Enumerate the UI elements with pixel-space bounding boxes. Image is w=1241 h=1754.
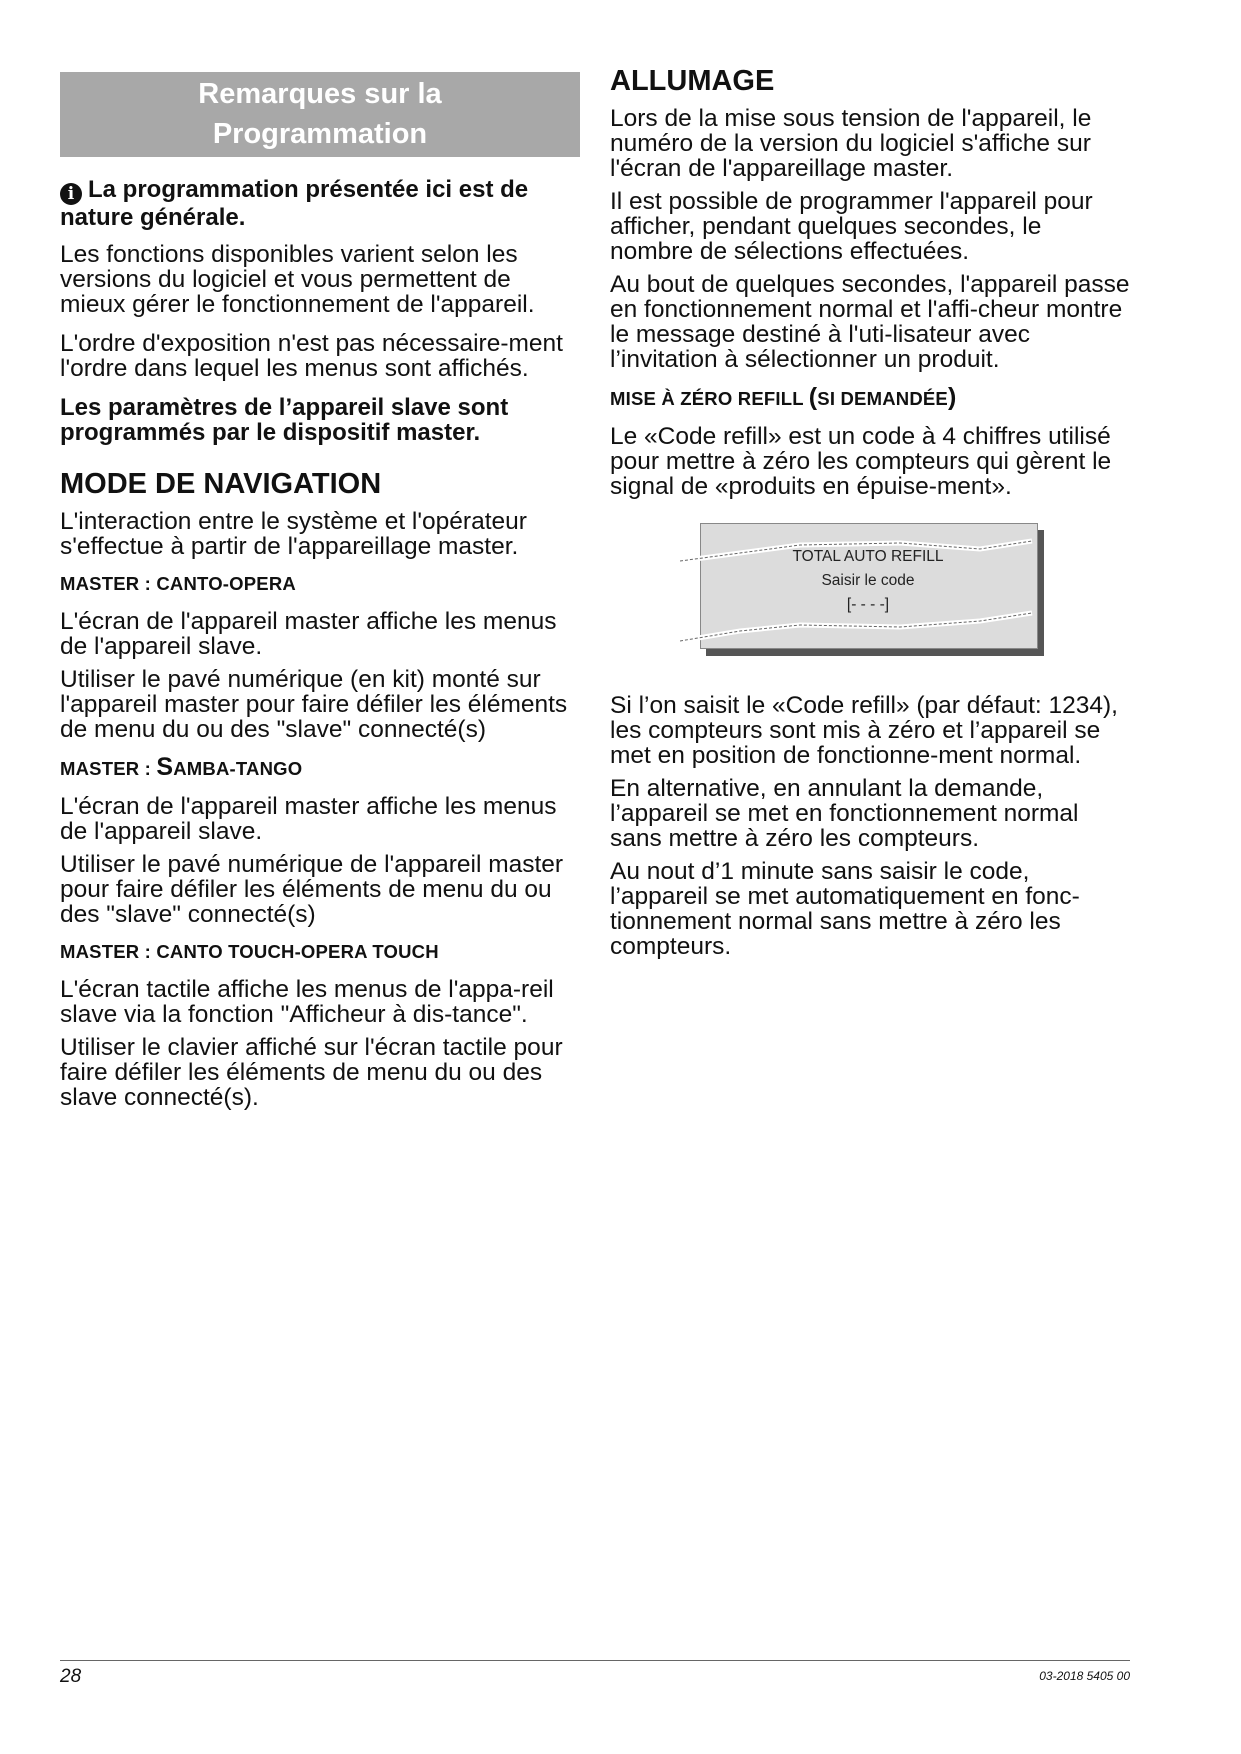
banner-line-1: Remarques sur la	[198, 78, 442, 110]
paragraph: Utiliser le pavé numérique de l'appareil master pour faire défiler les éléments de menu du ou des "slave" connecté(s)	[60, 851, 564, 928]
display-illustration	[680, 523, 1060, 653]
subheading-part: MISE À ZÉRO REFILL	[610, 388, 809, 409]
display-line-1: TOTAL AUTO REFILL	[792, 548, 944, 565]
info-note-text: La programmation présentée ici est de nature générale.	[60, 176, 529, 231]
paragraph: Utiliser le clavier affiché sur l'écran tactile pour faire défiler les éléments de menu du ou des slave connecté(s).	[60, 1034, 563, 1111]
right-column	[610, 64, 1130, 967]
display-line-2: Saisir le code	[821, 572, 915, 589]
subheading-canto-opera: MASTER : CANTO-OPERA	[60, 573, 296, 594]
paragraph: L'écran de l'appareil master affiche les menus de l'appareil slave.	[60, 793, 557, 845]
paragraph: L'écran tactile affiche les menus de l'appa-reil slave via la fonction "Afficheur à dis-tance".	[60, 976, 554, 1028]
paragraph: Si l’on saisit le «Code refill» (par défaut: 1234), les compteurs sont mis à zéro et l’appareil se met en position de fonctionne-ment normal.	[610, 692, 1118, 769]
info-note	[60, 177, 580, 230]
subheading-samba-tango	[60, 753, 580, 781]
subheading-part: S	[156, 753, 174, 781]
paragraph: L'ordre d'exposition n'est pas nécessaire-ment l'ordre dans lequel les menus sont affichés.	[60, 330, 563, 382]
subheading-part: )	[947, 383, 957, 411]
page-number: 28	[60, 1666, 82, 1687]
paragraph: Le «Code refill» est un code à 4 chiffres utilisé pour mettre à zéro les compteurs qui gèrent le signal de «produits en épuise-ment».	[610, 423, 1112, 500]
section-banner	[60, 72, 580, 157]
paragraph: Les fonctions disponibles varient selon les versions du logiciel et vous permettent de mieux gérer le fonctionnement de l'appareil.	[60, 241, 535, 318]
subheading-part: MASTER :	[60, 758, 157, 779]
display-line-3: [- - - -]	[846, 596, 890, 613]
paragraph: Utiliser le pavé numérique (en kit) monté sur l'appareil master pour faire défiler les éléments de menu du ou des "slave" connecté(s)	[60, 666, 568, 743]
left-column	[60, 72, 580, 1118]
banner-line-2: Programmation	[212, 118, 428, 150]
document-code: 03-2018 5405 00	[1039, 1669, 1130, 1683]
paragraph: Il est possible de programmer l'appareil pour afficher, pendant quelques secondes, le nombre de sélections effectuées.	[610, 188, 1093, 265]
paragraph: Au nout d’1 minute sans saisir le code, l’appareil se met automatiquement en fonc-tionnement normal sans mettre à zéro les compteurs.	[610, 858, 1080, 960]
paragraph: En alternative, en annulant la demande, l’appareil se met en fonctionnement normal sans mettre à zéro les compteurs.	[610, 775, 1079, 852]
subheading-canto-touch: MASTER : CANTO TOUCH-OPERA TOUCH	[60, 941, 439, 962]
paragraph: L'écran de l'appareil master affiche les menus de l'appareil slave.	[60, 608, 557, 660]
subheading-refill	[610, 383, 1130, 411]
bold-paragraph: Les paramètres de l’appareil slave sont programmés par le dispositif master.	[60, 394, 509, 446]
paragraph: Au bout de quelques secondes, l'appareil passe en fonctionnement normal et l'affi-cheur montre le message destiné à l'uti-lisateur avec l’invitation à sélectionner un produit.	[610, 271, 1130, 373]
section-title-navigation: MODE DE NAVIGATION	[60, 468, 382, 500]
subheading-part: AMBA-TANGO	[173, 758, 303, 779]
paragraph: Lors de la mise sous tension de l'appareil, le numéro de la version du logiciel s'affiche sur l'écran de l'appareillage master.	[610, 105, 1092, 182]
footer-divider	[60, 1660, 1130, 1661]
section-title-allumage: ALLUMAGE	[610, 65, 775, 97]
display-text	[700, 545, 1036, 617]
subheading-part: (	[808, 383, 818, 411]
paragraph: L'interaction entre le système et l'opérateur s'effectue à partir de l'appareillage master.	[60, 508, 527, 560]
info-icon: i	[60, 183, 82, 205]
subheading-part: SI DEMANDÉE	[817, 388, 948, 409]
